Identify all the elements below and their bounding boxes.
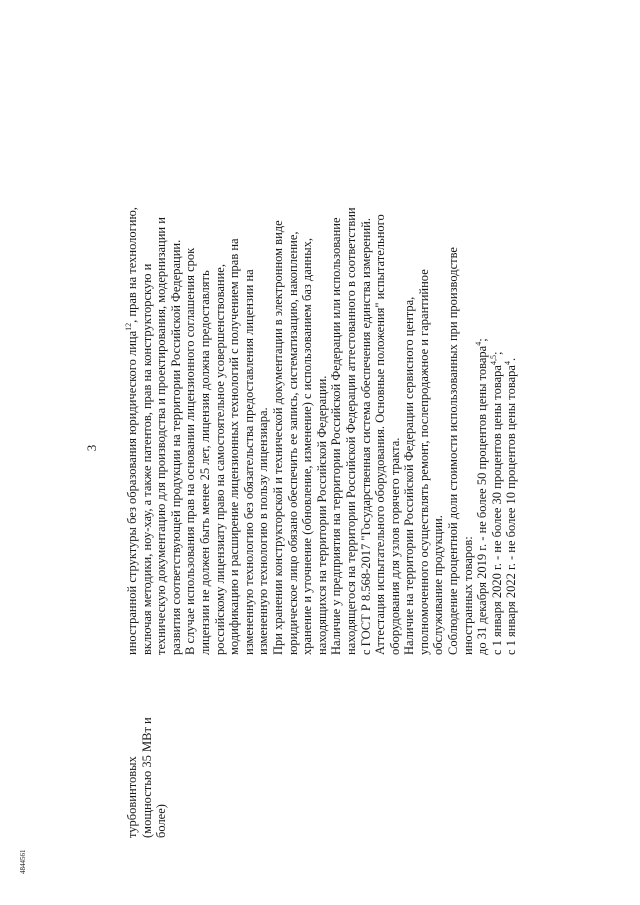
requirement-line: включая методики, ноу-хау, а также патентов, прав на конструкторскую и (139, 263, 154, 655)
requirement-line: развития соответствующей продукции на территории Российской Федерации. (168, 239, 183, 655)
requirement-line: хранение и уточнение (обновление, изменение) с использованием баз данных, (300, 238, 315, 655)
requirement-line: Соблюдение процентной доли стоимости использованных при производстве (446, 247, 461, 655)
requirement-line: российскому лицензиату право на самостоятельное усовершенствование, (212, 264, 227, 655)
requirement-line: модификацию и расширение лицензионных технологий с получением прав на (227, 238, 242, 655)
product-category-column (125, 683, 169, 838)
requirement-line: до 31 декабря 2019 г. - не более 50 процентов цены товара$^4$; (474, 338, 490, 655)
requirement-line: Аттестация испытательного оборудования. Основные положения" испытательного (373, 214, 388, 655)
requirement-line: находящегося на территории Российской Федерации аттестованного в соответствии (343, 207, 358, 655)
requirement-line: с ГОСТ Р 8.568-2017 "Государственная система обеспечения единства измерений. (358, 218, 373, 655)
footnote-ref: 4 (503, 361, 513, 366)
requirement-line: При хранении конструкторской и технической документации в электронном виде (270, 220, 285, 655)
requirement-line: иностранной структуры без образования юридического лица$^{12}$, прав на технологию, (123, 207, 139, 655)
document-code: 4844561 (19, 849, 27, 874)
category-line: более) (154, 804, 169, 838)
requirement-line: техническую документацию для производства и проектирования, модернизации и (154, 217, 169, 655)
requirement-line: с 1 января 2020 г. - не более 30 процентов цены товара$^{4,5}$; (488, 351, 504, 655)
footnote-ref: 4,5 (488, 355, 498, 366)
requirement-line: иностранных товаров: (460, 536, 475, 655)
requirement-line: измененную технологию без обязательства предоставления лицензии на (241, 269, 256, 655)
requirement-line: лицензии не должен быть менее 25 лет, лицензия должна предоставлять (197, 270, 212, 655)
requirement-line: В случае использования прав на основании лицензионного соглашения срок (183, 247, 198, 655)
requirement-line: измененную технологию в пользу лицензиара. (256, 407, 271, 655)
requirement-line: Наличие на территории Российской Федерации сервисного центра, (402, 296, 417, 655)
requirement-line: находящихся на территории Российской Федерации. (314, 375, 329, 655)
requirement-line: оборудования для узлов горячего тракта. (387, 437, 402, 655)
rotated-page-content (84, 58, 519, 838)
requirement-line: обслуживание продукции. (431, 515, 446, 655)
category-line: (мощностью 35 МВт и (139, 717, 154, 838)
requirement-line: Наличие у предприятия на территории Российской Федерации или использование (329, 217, 344, 655)
requirements-column (125, 55, 519, 655)
footnote-ref: 12 (123, 322, 133, 331)
requirement-line: юридическое лицо обязано обеспечить ее запись, систематизацию, накопление, (285, 231, 300, 655)
category-line: турбовинтовых (125, 756, 139, 838)
footnote-ref: 4 (474, 341, 484, 346)
page-number: 3 (84, 444, 99, 452)
requirement-line: с 1 января 2022 г. - не более 10 процентов цены товара$^4$. (503, 357, 519, 655)
requirement-line: уполномоченного осуществлять ремонт, послепродажное и гарантийное (416, 269, 431, 655)
